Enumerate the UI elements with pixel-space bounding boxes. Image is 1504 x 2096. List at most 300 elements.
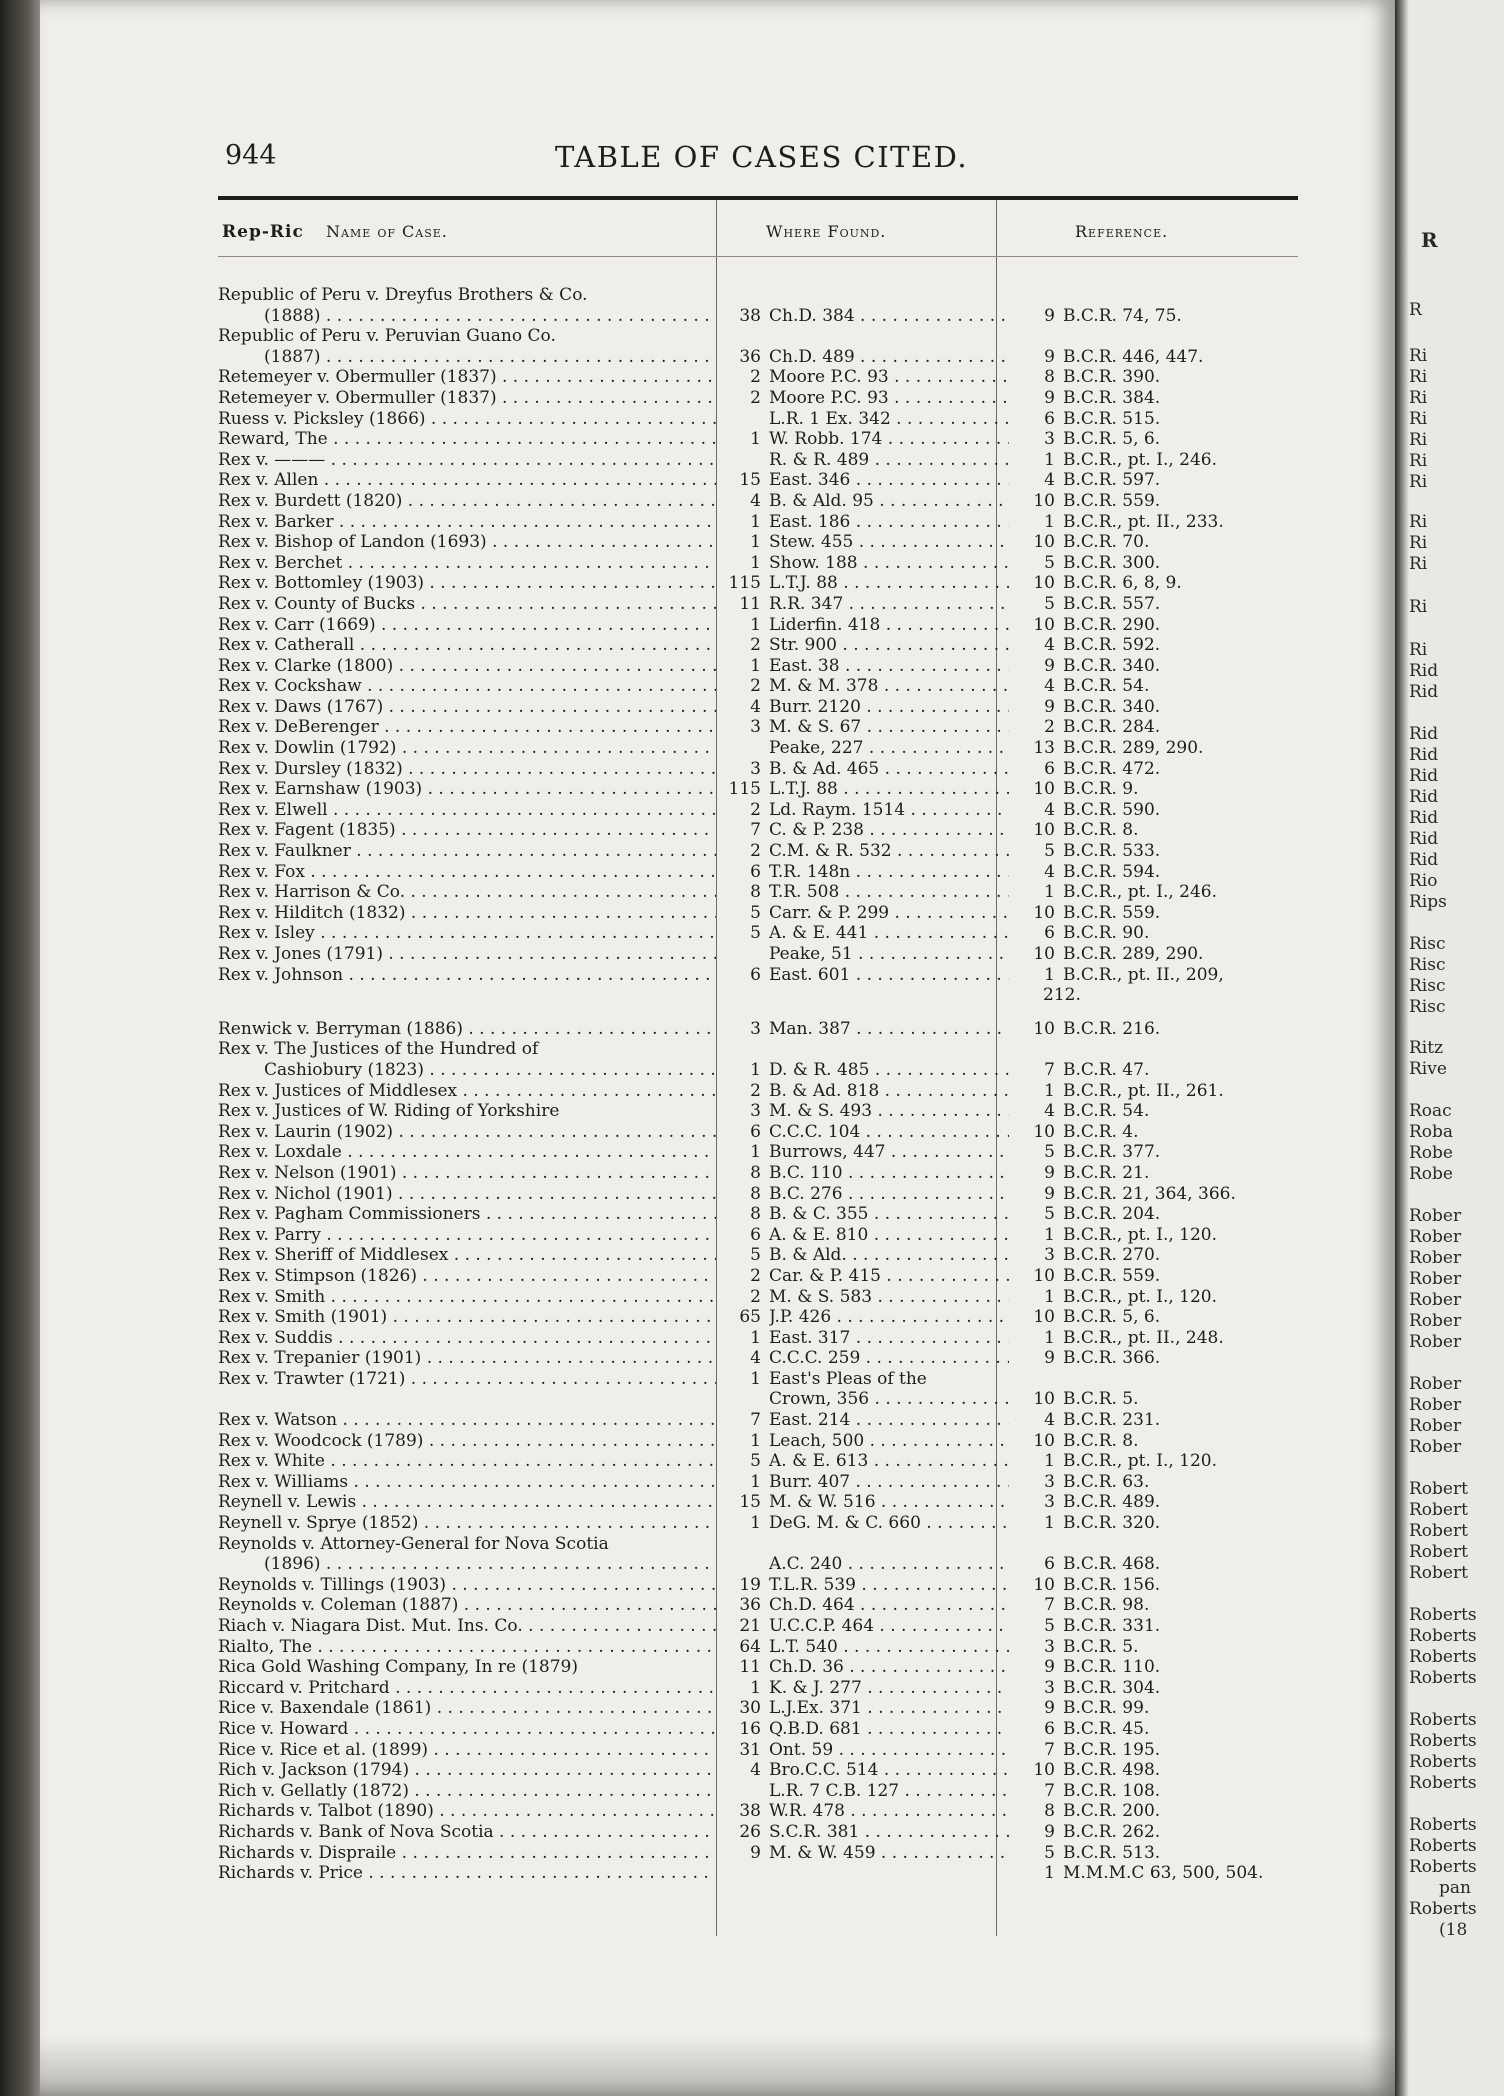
volume: 31 [739,1739,761,1760]
case-name: Reynell v. Lewis . . . [218,1492,716,1513]
reference-volume: 9 [1044,696,1055,717]
reference-volume: 10 [1033,1389,1055,1410]
case-name: (1896) . . . [264,1554,716,1575]
where-found: J.P. 426 . . . [769,1307,1009,1328]
reference: B.C.R. 70. [1063,532,1150,553]
where-found: W.R. 478 . . . [769,1801,1009,1822]
reference-volume: 6 [1044,758,1055,779]
case-name: Rex v. Bishop of Landon (1693) . . . [218,532,716,553]
where-found: B. & Ad. 465 . . . [769,759,1009,780]
where-found: A. & E. 810 . . . [769,1225,1009,1246]
table-row [218,841,1308,862]
where-found: S.C.R. 381 . . . [769,1822,1009,1843]
reference: B.C.R. 468. [1063,1554,1161,1575]
reference-volume: 1 [1044,882,1055,903]
where-found: L.T.J. 88 . . . [769,573,1009,594]
reference: B.C.R. 300. [1063,552,1161,573]
reference-volume: 3 [1044,1245,1055,1266]
case-name: Rex v. Jones (1791) . . . [218,944,716,965]
volume: 64 [739,1636,761,1657]
facing-page-entry: Rober [1409,1374,1462,1394]
facing-page-entry: Roberts [1409,1857,1477,1877]
table-row [218,429,1308,450]
case-name: Reynolds v. Tillings (1903) . . . [218,1575,716,1596]
facing-page-entry: Rid [1409,787,1439,807]
reference: B.C.R., pt. II., 209, [1063,964,1224,985]
reference-volume: 1 [1044,964,1055,985]
reference: B.C.R. 9. [1063,779,1139,800]
where-found: East. 38 . . . [769,656,1009,677]
facing-page-entry: Rid [1409,829,1439,849]
case-name: Rex v. Isley . . . [218,923,716,944]
facing-page-entry: Rober [1409,1206,1462,1226]
volume: 8 [750,882,761,903]
reference-volume: 10 [1033,614,1055,635]
facing-page-entry: Ri [1409,533,1428,553]
where-found: Show. 188 . . . [769,553,1009,574]
facing-page-entry: Rid [1409,682,1439,702]
volume: 11 [739,1657,761,1678]
reference: B.C.R., pt. I., 120. [1063,1286,1218,1307]
case-name: Rex v. Pagham Commissioners . . . [218,1204,716,1225]
table-row [218,903,1308,924]
table-row [218,1843,1308,1864]
case-name: Richards v. Dispraile . . . [218,1843,716,1864]
reference-volume: 1 [1044,1863,1055,1884]
case-name: Richards v. Talbot (1890) . . . [218,1801,716,1822]
where-found: C.C.C. 104 . . . [769,1122,1009,1143]
page-number: 944 [225,140,277,171]
case-name: Rex v. DeBerenger . . . [218,717,716,738]
facing-page-entry: Ri [1409,472,1428,492]
table-row [218,965,1308,986]
reference-volume: 5 [1044,1842,1055,1863]
case-name: Rex v. Burdett (1820) . . . [218,491,716,512]
table-row [218,1204,1308,1225]
table-row [218,1678,1308,1699]
where-found: Car. & P. 415 . . . [769,1266,1009,1287]
reference: B.C.R. 533. [1063,841,1161,862]
case-name: Rex v. Faulkner . . . [218,841,716,862]
volume: 6 [750,1224,761,1245]
case-name: Richards v. Price . . . [218,1863,716,1884]
case-name: Rex v. Sheriff of Middlesex . . . [218,1245,716,1266]
where-found: B.C. 110 . . . [769,1163,1009,1184]
reference-volume: 4 [1044,470,1055,491]
facing-page-entry: Rips [1409,892,1447,912]
volume: 1 [750,1471,761,1492]
reference: B.C.R. 8. [1063,820,1139,841]
volume: 3 [750,717,761,738]
volume: 2 [750,635,761,656]
reference-volume: 10 [1033,944,1055,964]
table-row [218,1719,1308,1740]
reference-volume: 1 [1044,1080,1055,1101]
reference: B.C.R., pt. II., 248. [1063,1327,1224,1348]
table-row [218,1616,1308,1637]
where-found: A.C. 240 . . . [769,1554,1009,1575]
case-name: Rex v. Harrison & Co. . . . [218,882,716,903]
facing-page-entry: Ri [1409,640,1428,660]
volume: 1 [750,429,761,450]
table-row [218,1307,1308,1328]
where-found: M. & W. 459 . . . [769,1843,1009,1864]
case-name: Rex v. Berchet . . . [218,553,716,574]
table-row [218,800,1308,821]
volume: 19 [739,1574,761,1595]
where-found: Burr. 2120 . . . [769,697,1009,718]
volume: 5 [750,1245,761,1266]
volume: 2 [750,1286,761,1307]
where-found: Peake, 227 . . . [769,738,1009,759]
case-name: Reynolds v. Coleman (1887) . . . [218,1595,716,1616]
reference: B.C.R., pt. II., 261. [1063,1080,1224,1101]
table-row [218,1575,1308,1596]
where-found: D. & R. 485 . . . [769,1060,1009,1081]
reference-volume: 6 [1044,1718,1055,1739]
volume: 1 [750,1327,761,1348]
reference: B.C.R. 8. [1063,1430,1139,1451]
volume: 1 [750,511,761,532]
facing-page-entry: Ri [1409,388,1428,408]
where-found: T.L.R. 539 . . . [769,1575,1009,1596]
case-name: Rex v. Trepanier (1901) . . . [218,1348,716,1369]
reference: B.C.R. 390. [1063,367,1161,388]
table-row [218,388,1308,409]
case-name: (1888) . . . [264,306,716,327]
case-name: Rex v. Suddis . . . [218,1328,716,1349]
where-found: Liderfin. 418 . . . [769,615,1009,636]
volume: 36 [739,1595,761,1616]
facing-page-entry: Rober [1409,1311,1462,1331]
reference: B.C.R. 200. [1063,1801,1161,1822]
reference-volume: 9 [1044,1348,1055,1369]
table-row [218,944,1308,965]
volume: 7 [750,820,761,841]
table-row [218,306,1308,327]
reference-volume: 10 [1033,1430,1055,1451]
volume: 115 [728,573,761,594]
table-row [218,1266,1308,1287]
facing-page-entry: Ri [1409,430,1428,450]
reference: B.C.R. 5. [1063,1389,1139,1410]
table-row [218,1019,1308,1040]
case-name: Rex v. Smith (1901) . . . [218,1307,716,1328]
volume: 4 [750,696,761,717]
facing-page-entry: Roberts [1409,1773,1477,1793]
case-name: Rex v. Williams . . . [218,1472,716,1493]
table-row [218,326,1308,347]
where-found: B. & Ad. 818 . . . [769,1081,1009,1102]
volume: 6 [750,1121,761,1142]
volume: 2 [750,1265,761,1286]
reference: B.C.R., pt. I., 246. [1063,882,1218,903]
facing-page-entry: Roba [1409,1122,1454,1142]
volume: 15 [739,470,761,491]
reference: B.C.R. 489. [1063,1492,1161,1513]
table-row [218,1801,1308,1822]
reference: B.C.R. 366. [1063,1348,1161,1369]
reference-volume: 3 [1044,1471,1055,1492]
case-name: Rex v. ——— . . . [218,450,716,471]
where-found: East. 601 . . . [769,965,1009,986]
case-name: Reward, The . . . [218,429,716,450]
reference: B.C.R. 513. [1063,1842,1161,1863]
reference: B.C.R. 216. [1063,1018,1161,1039]
reference-volume: 1 [1044,449,1055,470]
facing-page-entry: Rid [1409,766,1439,786]
where-found: Ch.D. 464 . . . [769,1595,1009,1616]
reference: B.C.R. 515. [1063,408,1161,429]
where-found: East. 186 . . . [769,512,1009,533]
where-found: A. & E. 441 . . . [769,923,1009,944]
reference-volume: 3 [1044,1677,1055,1698]
reference: B.C.R. 594. [1063,861,1161,882]
reference: B.C.R. 231. [1063,1410,1161,1431]
volume: 1 [750,614,761,635]
volume: 2 [750,841,761,862]
reference: B.C.R. 340. [1063,696,1161,717]
where-found: R.R. 347 . . . [769,594,1009,615]
facing-page-range-head: R [1421,228,1438,252]
where-found: L.R. 1 Ex. 342 . . . [769,409,1009,430]
where-found: B. & C. 355 . . . [769,1204,1009,1225]
table-row [218,923,1308,944]
where-found: M. & M. 378 . . . [769,676,1009,697]
reference: B.C.R. 446, 447. [1063,346,1204,367]
running-head: TABLE OF CASES CITED. [555,140,969,174]
reference: B.C.R. 597. [1063,470,1161,491]
reference-volume: 9 [1044,1821,1055,1842]
reference-volume: 4 [1044,799,1055,820]
where-found: Ch.D. 36 . . . [769,1657,1009,1678]
reference: B.C.R. 472. [1063,758,1161,779]
table-row [218,1225,1308,1246]
volume: 9 [750,1842,761,1863]
volume: 2 [750,387,761,408]
reference-volume: 10 [1033,1121,1055,1142]
facing-page-entry: Rive [1409,1059,1447,1079]
reference-volume: 4 [1044,1101,1055,1122]
table-row [218,717,1308,738]
case-name: Rex v. Loxdale . . . [218,1142,716,1163]
facing-page-entry: Rober [1409,1332,1462,1352]
reference: B.C.R. 99. [1063,1698,1150,1719]
where-found: R. & R. 489 . . . [769,450,1009,471]
volume: 11 [739,593,761,614]
case-name: Rex v. Carr (1669) . . . [218,615,716,636]
table-row [218,1245,1308,1266]
reference: B.C.R. 54. [1063,676,1150,697]
reference: B.C.R., pt. I., 120. [1063,1451,1218,1472]
volume: 6 [750,964,761,985]
reference-volume: 8 [1044,367,1055,388]
case-name: (1887) . . . [264,347,716,368]
left-page [40,0,1395,2096]
reference-volume: 10 [1033,1574,1055,1595]
case-name: Rex v. The Justices of the Hundred of [218,1039,539,1060]
reference: B.C.R. 590. [1063,799,1161,820]
facing-page-entry: Roberts [1409,1605,1477,1625]
case-name: Rich v. Jackson (1794) . . . [218,1760,716,1781]
volume: 1 [750,655,761,676]
table-row [218,1081,1308,1102]
case-name: Rex v. Dowlin (1792) . . . [218,738,716,759]
volume: 1 [750,1430,761,1451]
volume: 2 [750,676,761,697]
header-rule [218,196,1298,200]
reference: B.C.R. 54. [1063,1101,1150,1122]
table-row [218,1060,1308,1081]
reference-volume: 1 [1044,1451,1055,1472]
table-row [218,1451,1308,1472]
table-row [218,1781,1308,1802]
case-name: Retemeyer v. Obermuller (1837) . . . [218,388,716,409]
case-name: Rex v. Johnson . . . [218,965,716,986]
where-found: Burr. 407 . . . [769,1472,1009,1493]
reference: 212. [1043,985,1081,1006]
table-row [218,1328,1308,1349]
reference-volume: 7 [1044,1780,1055,1801]
volume: 2 [750,799,761,820]
facing-page-entry: Rober [1409,1269,1462,1289]
table-row [218,1595,1308,1616]
reference-volume: 9 [1044,346,1055,367]
reference: B.C.R. 384. [1063,387,1161,408]
reference-volume: 4 [1044,676,1055,697]
where-found: East. 214 . . . [769,1410,1009,1431]
volume: 3 [750,1018,761,1039]
reference-volume: 5 [1044,552,1055,573]
table-row [218,532,1308,553]
where-found: U.C.C.P. 464 . . . [769,1616,1009,1637]
table-row [218,1101,1308,1122]
volume: 38 [739,305,761,326]
where-found: Peake, 51 . . . [769,944,1009,965]
volume: 26 [739,1821,761,1842]
reference-volume: 4 [1044,1410,1055,1431]
table-row [218,676,1308,697]
volume: 1 [750,552,761,573]
facing-page-entry: Robe [1409,1164,1453,1184]
volume: 8 [750,1162,761,1183]
volume: 115 [728,779,761,800]
table-row [218,820,1308,841]
facing-page-entry: Rid [1409,850,1439,870]
table-row [218,285,1308,306]
table-row [218,1389,1308,1410]
reference-volume: 9 [1044,1657,1055,1678]
volume: 4 [750,490,761,511]
table-row [218,553,1308,574]
case-name: Rex v. Hilditch (1832) . . . [218,903,716,924]
reference: B.C.R. 90. [1063,923,1150,944]
where-found: M. & W. 516 . . . [769,1492,1009,1513]
where-found: Man. 387 . . . [769,1019,1009,1040]
facing-page-entry: Rio [1409,871,1438,891]
where-found: Ch.D. 489 . . . [769,347,1009,368]
table-row [218,1760,1308,1781]
volume: 5 [750,1451,761,1472]
reference: B.C.R. 290. [1063,614,1161,635]
table-row [218,1863,1308,1884]
reference: B.C.R. 5. [1063,1636,1139,1657]
where-found: A. & E. 613 . . . [769,1451,1009,1472]
reference-volume: 1 [1044,1327,1055,1348]
table-row [218,738,1308,759]
volume: 21 [739,1616,761,1636]
table-row [218,985,1308,1006]
facing-page-entry: Ri [1409,367,1428,387]
case-name: Rex v. Justices of W. Riding of Yorkshire [218,1101,560,1122]
table-row [218,759,1308,780]
reference-volume: 4 [1044,861,1055,882]
column-head-rule [218,256,1298,257]
reference: B.C.R. 289, 290. [1063,944,1204,964]
reference: B.C.R. 304. [1063,1677,1161,1698]
reference: B.C.R. 559. [1063,902,1161,923]
where-found: L.T. 540 . . . [769,1637,1009,1658]
where-found: T.R. 508 . . . [769,882,1009,903]
reference: B.C.R. 6, 8, 9. [1063,573,1182,594]
where-found: Str. 900 . . . [769,635,1009,656]
reference-volume: 1 [1044,1513,1055,1534]
reference: B.C.R. 592. [1063,635,1161,656]
facing-page-entry: Risc [1409,955,1446,975]
where-found: Carr. & P. 299 . . . [769,903,1009,924]
facing-page-entry: (18 [1439,1920,1468,1940]
reference-volume: 5 [1044,1616,1055,1636]
facing-page-entry: Ri [1409,512,1428,532]
case-name: Rex v. Nichol (1901) . . . [218,1184,716,1205]
facing-page-entry: R [1409,300,1422,320]
where-found: C.C.C. 259 . . . [769,1348,1009,1369]
facing-page-entry: Rober [1409,1416,1462,1436]
facing-page-entry: Ri [1409,409,1428,429]
table-row [218,1554,1308,1575]
table-row [218,1369,1308,1390]
volume: 2 [750,1080,761,1101]
case-name: Rex v. Barker . . . [218,512,716,533]
where-found: Crown, 356 . . . [769,1389,1009,1410]
reference-volume: 10 [1033,1265,1055,1286]
case-name: Rex v. Smith . . . [218,1287,716,1308]
table-row [218,1513,1308,1534]
reference: B.C.R. 284. [1063,717,1161,738]
case-name: Rex v. Woodcock (1789) . . . [218,1431,716,1452]
table-row [218,1163,1308,1184]
volume: 1 [750,532,761,553]
reference: B.C.R. 320. [1063,1513,1161,1534]
table-row [218,450,1308,471]
case-name: Republic of Peru v. Peruvian Guano Co. [218,326,556,347]
table-row [218,367,1308,388]
facing-page-entry: Risc [1409,997,1446,1017]
where-found: Q.B.D. 681 . . . [769,1719,1009,1740]
case-name: Rex v. County of Bucks . . . [218,594,716,615]
facing-page-entry: Rober [1409,1395,1462,1415]
case-name: Retemeyer v. Obermuller (1837) . . . [218,367,716,388]
case-name: Rex v. Justices of Middlesex . . . [218,1081,716,1102]
where-found: B.C. 276 . . . [769,1184,1009,1205]
facing-page-entry: Roberts [1409,1815,1477,1835]
case-name: Rex v. Fagent (1835) . . . [218,820,716,841]
case-name: Rex v. Earnshaw (1903) . . . [218,779,716,800]
facing-page-entry: Roac [1409,1101,1452,1121]
reference: B.C.R. 63. [1063,1471,1150,1492]
volume: 36 [739,346,761,367]
table-row [218,1142,1308,1163]
